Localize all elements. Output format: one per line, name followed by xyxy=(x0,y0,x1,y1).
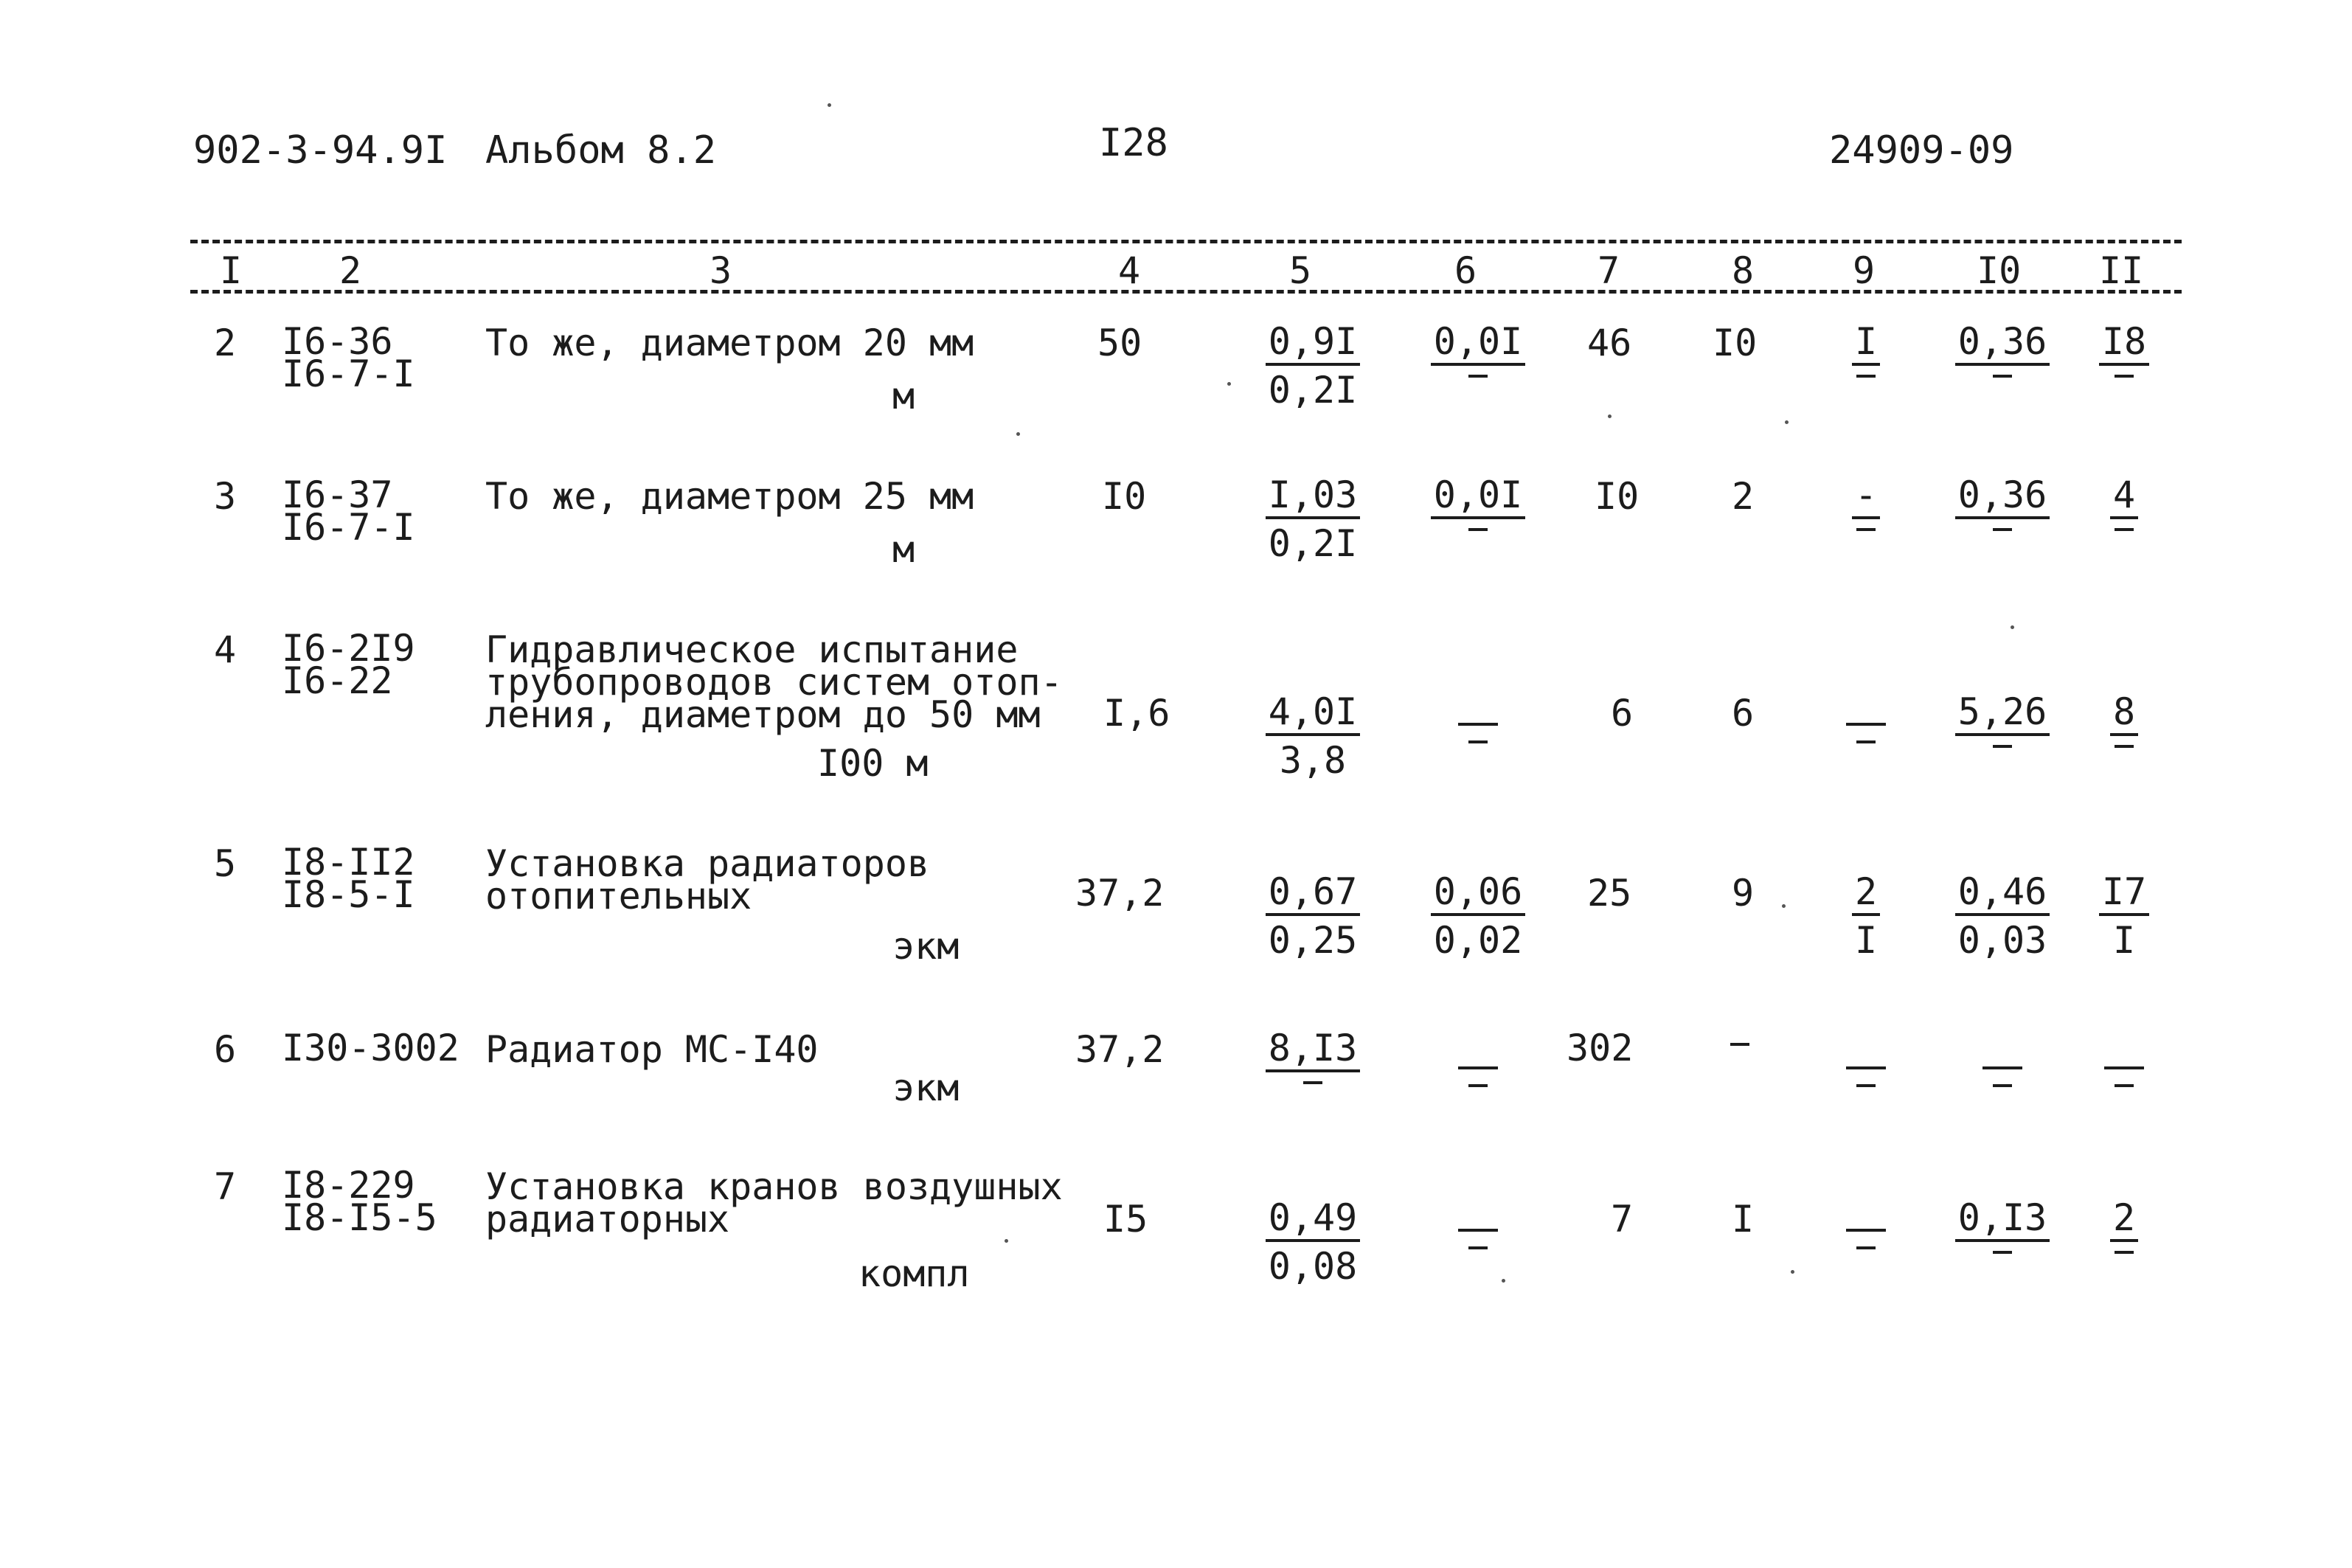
row-number: 4 xyxy=(214,628,237,671)
price-code: I8-5-I xyxy=(282,873,415,916)
col7-value: 302 xyxy=(1567,1027,1634,1069)
norm-code: I30-3002 xyxy=(282,1027,459,1069)
column-header-7: 7 xyxy=(1598,249,1620,292)
measure-unit: м xyxy=(892,528,915,571)
col9-value xyxy=(1829,1199,1903,1249)
work-description: трубопроводов систем отоп- xyxy=(485,661,1063,704)
work-description: ления, диаметром до 50 мм xyxy=(485,693,1041,736)
scan-speck xyxy=(1785,420,1789,424)
col5-value: $\frac{I,03}{0,2I}$ xyxy=(1254,476,1372,562)
work-description: Установка кранов воздушных xyxy=(485,1165,1063,1208)
measure-unit: м xyxy=(892,375,915,417)
row-number: 7 xyxy=(214,1165,237,1208)
inventory-number: 24909-09 xyxy=(1829,128,2014,173)
price-code: I6-7-I xyxy=(282,506,415,549)
column-header-8: 8 xyxy=(1732,249,1755,292)
scan-speck xyxy=(1782,904,1786,908)
column-header-6: 6 xyxy=(1454,249,1477,292)
norm-code: I6-2I9 xyxy=(282,627,415,670)
col5-value: $\frac{4,0I}{3,8}$ xyxy=(1254,693,1372,779)
col8-value: 6 xyxy=(1732,692,1755,735)
col9-value: I xyxy=(1829,323,1903,378)
quantity: 37,2 xyxy=(1075,872,1165,915)
album-label: Альбом 8.2 xyxy=(485,128,717,173)
col8-value-dash xyxy=(1730,1043,1749,1046)
col6-value: 0,0I xyxy=(1419,323,1537,378)
quantity: I,6 xyxy=(1103,692,1170,735)
column-header-3: 3 xyxy=(710,249,732,292)
norm-code: I6-37 xyxy=(282,473,393,516)
column-header-10: I0 xyxy=(1977,249,2022,292)
col7-value: 7 xyxy=(1611,1198,1634,1241)
work-description: То же, диаметром 25 мм xyxy=(485,475,974,518)
work-description: То же, диаметром 20 мм xyxy=(485,322,974,364)
price-code: I8-I5-5 xyxy=(282,1196,437,1239)
norm-code: I6-36 xyxy=(282,320,393,363)
scan-speck xyxy=(1016,432,1020,436)
quantity: I0 xyxy=(1102,475,1147,518)
col6-value xyxy=(1419,1037,1537,1087)
norm-code: I8-229 xyxy=(282,1164,415,1207)
col6-value xyxy=(1419,1199,1537,1249)
row-number: 2 xyxy=(214,322,237,364)
col8-value: 2 xyxy=(1732,475,1755,518)
col9-value: - xyxy=(1829,476,1903,531)
scan-speck xyxy=(1791,1270,1794,1274)
quantity: 37,2 xyxy=(1075,1028,1165,1071)
document-code: 902-3-94.9I xyxy=(193,128,448,173)
quantity: 50 xyxy=(1097,322,1142,364)
measure-unit: I00 м xyxy=(817,742,929,785)
col7-value: 46 xyxy=(1587,322,1632,364)
col6-value xyxy=(1419,693,1537,743)
measure-unit: экм xyxy=(892,925,960,968)
header-rule-top xyxy=(190,240,2182,243)
col10-value xyxy=(1947,1037,2058,1087)
col9-value xyxy=(1829,1037,1903,1087)
work-description: радиаторных xyxy=(485,1198,730,1241)
work-description: Радиатор МС-I40 xyxy=(485,1028,819,1071)
col11-value: 8 xyxy=(2080,693,2168,748)
scan-speck xyxy=(1005,1239,1008,1243)
column-header-2: 2 xyxy=(339,249,362,292)
col9-value: $\frac{2}{I}$ xyxy=(1829,873,1903,959)
col7-value: 25 xyxy=(1587,872,1632,915)
scan-speck xyxy=(1502,1279,1505,1283)
col11-value: I8 xyxy=(2080,323,2168,378)
column-header-11: II xyxy=(2099,249,2144,292)
col9-value xyxy=(1829,693,1903,743)
scan-speck xyxy=(828,103,831,107)
col10-value: $\frac{0,46}{0,03}$ xyxy=(1947,873,2058,959)
scan-speck xyxy=(1227,382,1231,386)
col6-value: 0,0I xyxy=(1419,476,1537,531)
page-number: I28 xyxy=(1099,121,1168,165)
col7-value: I0 xyxy=(1595,475,1640,518)
norm-code: I8-II2 xyxy=(282,841,415,884)
col8-value: I0 xyxy=(1713,322,1758,364)
col8-value: I xyxy=(1732,1198,1755,1241)
col8-value: 9 xyxy=(1732,872,1755,915)
col11-value: 2 xyxy=(2080,1199,2168,1254)
scan-speck xyxy=(1608,414,1612,418)
work-description: Гидравлическое испытание xyxy=(485,628,1019,671)
col5-value: $\frac{0,67}{0,25}$ xyxy=(1254,873,1372,959)
scan-speck xyxy=(2011,625,2014,629)
col11-value xyxy=(2080,1037,2168,1087)
col10-value: 5,26 xyxy=(1947,693,2058,748)
row-number: 5 xyxy=(214,842,237,885)
column-header-1: I xyxy=(220,249,243,292)
work-description: Установка радиаторов xyxy=(485,842,930,885)
col7-value: 6 xyxy=(1611,692,1634,735)
quantity: I5 xyxy=(1103,1198,1148,1241)
measure-unit: экм xyxy=(892,1066,960,1109)
price-code: I6-22 xyxy=(282,659,393,702)
column-header-9: 9 xyxy=(1853,249,1876,292)
col11-value: 4 xyxy=(2080,476,2168,531)
col10-value: 0,36 xyxy=(1947,476,2058,531)
col10-value: 0,36 xyxy=(1947,323,2058,378)
col6-value: $\frac{0,06}{0,02}$ xyxy=(1419,873,1537,959)
row-number: 3 xyxy=(214,475,237,518)
col10-value: 0,I3 xyxy=(1947,1199,2058,1254)
col5-value: $\frac{0,9I}{0,2I}$ xyxy=(1254,323,1372,409)
price-code: I6-7-I xyxy=(282,353,415,395)
work-description: отопительных xyxy=(485,875,752,917)
column-header-5: 5 xyxy=(1289,249,1312,292)
col5-value: 8,I3 xyxy=(1254,1030,1372,1084)
measure-unit: компл xyxy=(858,1252,970,1295)
header-rule-bottom xyxy=(190,290,2182,294)
row-number: 6 xyxy=(214,1028,237,1071)
col5-value: $\frac{0,49}{0,08}$ xyxy=(1254,1199,1372,1285)
col11-value: $\frac{I7}{I}$ xyxy=(2080,873,2168,959)
column-header-4: 4 xyxy=(1118,249,1141,292)
